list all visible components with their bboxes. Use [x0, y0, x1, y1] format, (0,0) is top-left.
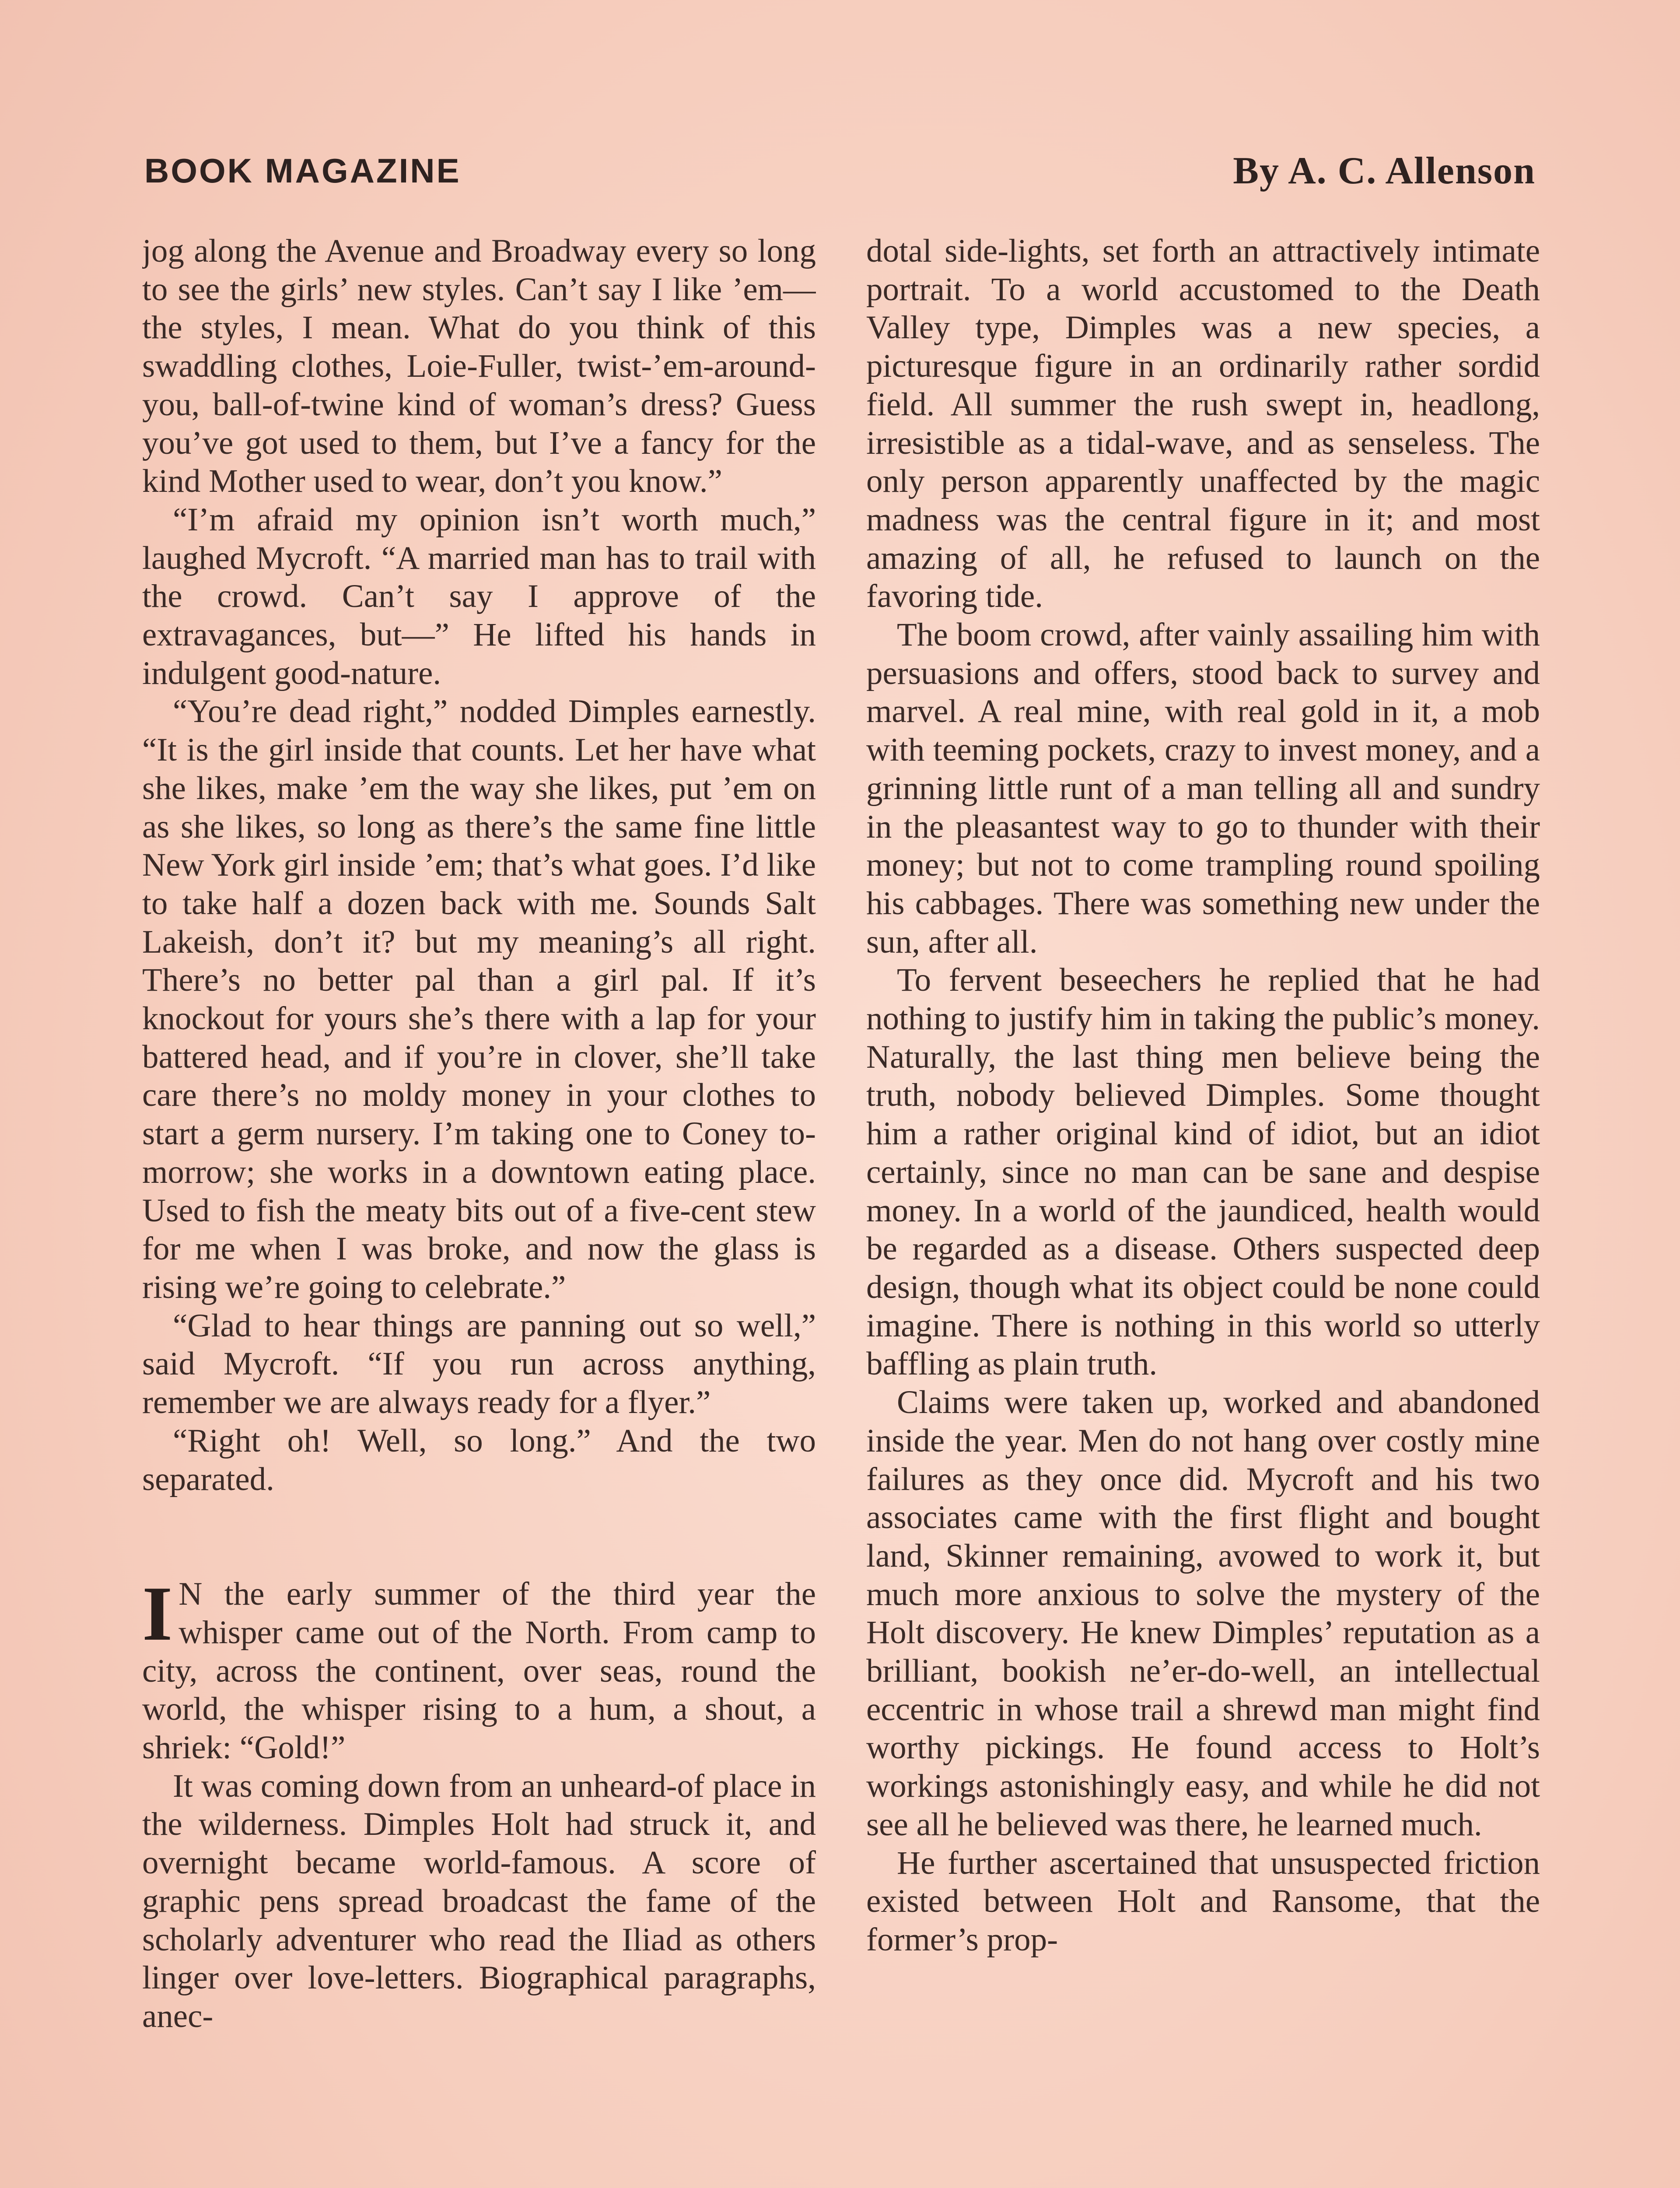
byline: By A. C. Allenson [1233, 149, 1536, 192]
paragraph: “I’m afraid my opinion isn’t worth much,” laughed Mycroft. “A married man has to trail with the crowd. Can’t say I approve of the extravagances, but—” He lifted his hands in indulgent good-nature. [142, 501, 816, 691]
section-break [142, 1498, 816, 1575]
right-column [866, 232, 1540, 2188]
paragraph: “Right oh! Well, so long.” And the two separated. [142, 1422, 816, 1497]
paragraph: To fervent beseechers he replied that he had nothing to justify him in taking the public’s money. Naturally, the last thing men believe being the truth, nobody believed Dimples. Some thought him a rather original kind of idiot, but an idiot certainly, since no man can be sane and despise money. In a world of the jaundiced, health would be regarded as a disease. Others suspected deep design, though what its object could be none could imagine. There is nothing in this world so utterly baffling as plain truth. [866, 962, 1540, 1382]
paragraph: Claims were taken up, worked and abandoned inside the year. Men do not hang over costly mine failures as they once did. Mycroft and his two associates came with the first flight and bought land, Skinner remaining, avowed to work it, but much more anxious to solve the mystery of the Holt discovery. He knew Dimples’ reputation as a brilliant, bookish ne’er-do-well, an intellectual eccentric in whose trail a shrewd man might find worthy pickings. He found access to Holt’s workings astonishingly easy, and while he did not see all he believed was there, he learned much. [866, 1384, 1540, 1843]
paragraph: jog along the Avenue and Broadway every so long to see the girls’ new styles. Can’t say I like ’em—the styles, I mean. What do you think of this swaddling clothes, Loie-Fuller, twist-’em-around-you, ball-of-twine kind of woman’s dress? Guess you’ve got used to them, but I’ve a fancy for the kind Mother used to wear, don’t you know.” [142, 233, 816, 500]
paragraph: It was coming down from an unheard-of place in the wilderness. Dimples Holt had struck it, and overnight became world-famous. A score of graphic pens spread broadcast the fame of the scholarly adventurer who read the Iliad as others linger over love-letters. Biographical paragraphs, anec- [142, 1767, 816, 2034]
paragraph: “You’re dead right,” nodded Dimples earnestly. “It is the girl inside that counts. Let her have what she likes, make ’em the way she likes, put ’em on as she likes, so long as there’s the same fine little New York girl inside ’em; that’s what goes. I’d like to take half a dozen back with me. Sounds Salt Lakeish, don’t it? but my meaning’s all right. There’s no better pal than a girl pal. If it’s knockout for yours she’s there with a lap for your battered head, and if you’re in clover, she’ll take care there’s no moldy money in your clothes to start a germ nursery. I’m taking one to Coney to-morrow; she works in a downtown eating place. Used to fish the meaty bits out of a five-cent stew for me when I was broke, and now the glass is rising we’re going to celebrate.” [142, 693, 816, 1305]
paragraph: dotal side-lights, set forth an attractively intimate portrait. To a world accustomed to the Death Valley type, Dimples was a new species, a picturesque figure in an ordinarily rather sordid field. All summer the rush swept in, headlong, irresistible as a tidal-wave, and as senseless. The only person apparently unaffected by the magic madness was the central figure in it; and most amazing of all, he refused to launch on the favoring tide. [866, 233, 1540, 615]
text-columns [142, 232, 1540, 2188]
paragraph: The boom crowd, after vainly assailing him with persuasions and offers, stood back to survey and marvel. A real mine, with real gold in it, a mob with teeming pockets, crazy to invest money, and a grinning little runt of a man telling all and sundry in the pleasantest way to go to thunder with their money; but not to come trampling round spoiling his cabbages. There was something new under the sun, after all. [866, 617, 1540, 960]
paragraph: He further ascertained that unsuspected friction existed between Holt and Ransome, that the former’s prop- [866, 1844, 1540, 1958]
running-head [144, 144, 1536, 197]
publication-title: BOOK MAGAZINE [144, 151, 461, 190]
left-column [142, 232, 816, 2188]
paragraph: “Glad to hear things are panning out so well,” said Mycroft. “If you run across anything, remember we are always ready for a flyer.” [142, 1307, 816, 1421]
section-opening-text: N the early summer of the third year the whisper came out of the North. From camp to city, across the continent, over seas, round the world, the whisper rising to a hum, a shout, a shriek: “Gold!” [142, 1576, 816, 1766]
drop-cap: I [142, 1570, 173, 1657]
section-opening-paragraph [142, 1570, 816, 1767]
